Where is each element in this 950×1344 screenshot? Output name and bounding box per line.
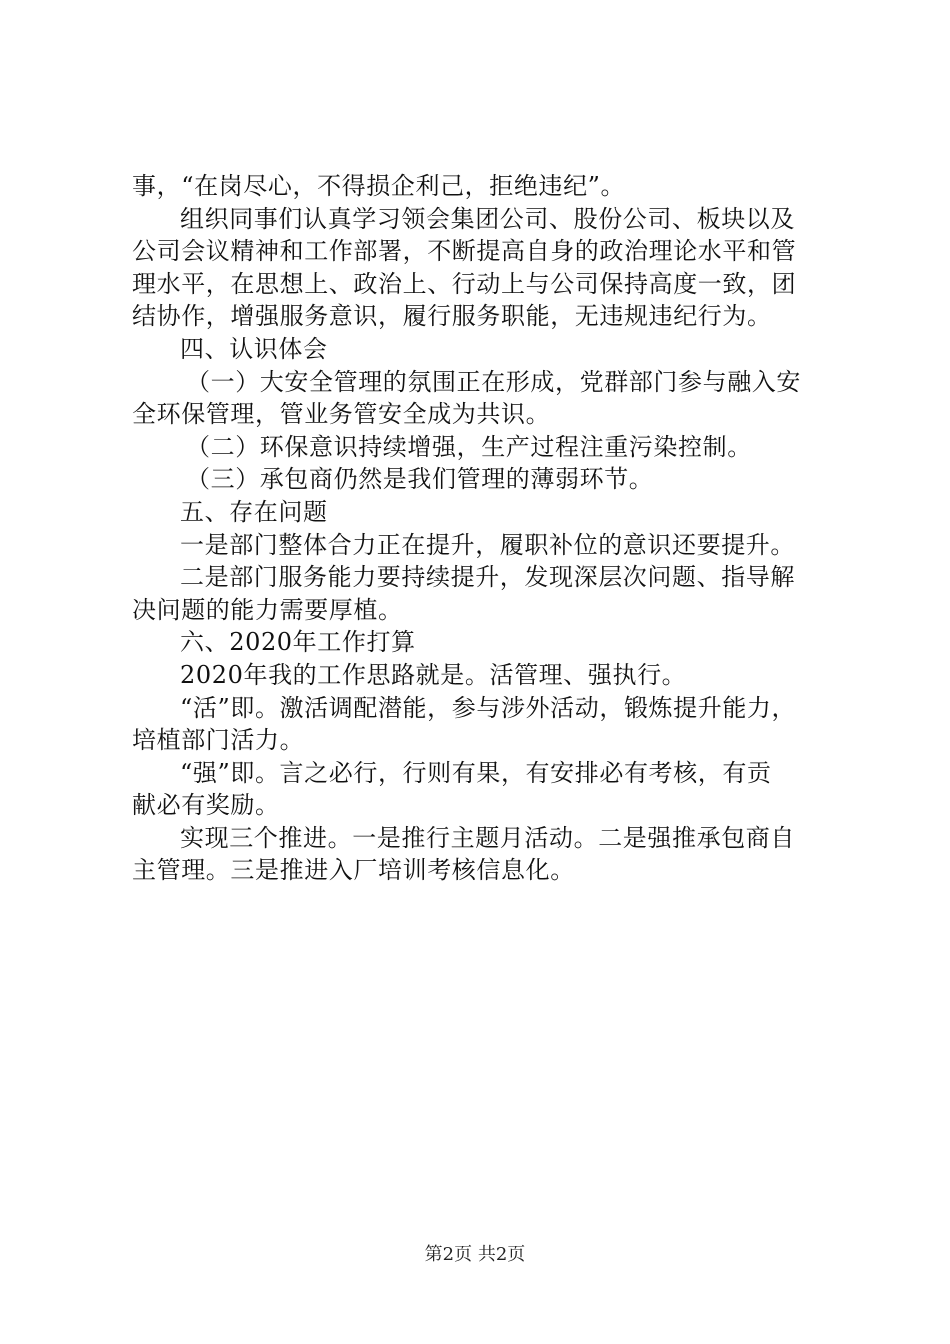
- paragraph-line: 全环保管理，管业务管安全成为共识。: [132, 400, 551, 429]
- paragraph-line: 主管理。三是推进入厂培训考核信息化。: [132, 856, 575, 885]
- paragraph-line: 一是部门整体合力正在提升，履职补位的意识还要提升。: [180, 530, 795, 559]
- paragraph-line: “活”即。激活调配潜能，参与涉外活动，锻炼提升能力，: [180, 693, 797, 722]
- paragraph-line: （三）承包商仍然是我们管理的薄弱环节。: [186, 465, 654, 494]
- paragraph-line: 组织同事们认真学习领会集团公司、股份公司、板块以及: [180, 204, 795, 233]
- paragraph-line: 培植部门活力。: [132, 726, 305, 755]
- section-heading: 六、2020年工作打算: [180, 628, 416, 657]
- paragraph-line: 事，“在岗尽心，不得损企利己，拒绝违纪”。: [132, 172, 626, 200]
- paragraph-line: 决问题的能力需要厚植。: [132, 595, 403, 624]
- section-heading: 五、存在问题: [180, 497, 328, 526]
- document-body: [132, 170, 832, 887]
- page-number-footer: 第2页 共2页: [424, 1244, 526, 1265]
- paragraph-line: 2020年我的工作思路就是。活管理、强执行。: [180, 660, 687, 689]
- paragraph-line: 公司会议精神和工作部署，不断提高自身的政治理论水平和管: [132, 237, 797, 266]
- section-heading: 四、认识体会: [180, 334, 328, 363]
- paragraph-line: （一）大安全管理的氛围正在形成，党群部门参与融入安: [186, 367, 801, 396]
- paragraph-line: 结协作，增强服务意识，履行服务职能，无违规违纪行为。: [132, 302, 772, 331]
- paragraph-line: 实现三个推进。一是推行主题月活动。二是强推承包商自: [180, 823, 795, 852]
- paragraph-line: “强”即。言之必行，行则有果，有安排必有考核，有贡: [180, 758, 772, 787]
- paragraph-line: 献必有奖励。: [132, 791, 280, 820]
- paragraph-line: 二是部门服务能力要持续提升，发现深层次问题、指导解: [180, 563, 795, 592]
- paragraph-line: 理水平，在思想上、政治上、行动上与公司保持高度一致，团: [132, 269, 797, 298]
- paragraph-line: （二）环保意识持续增强，生产过程注重污染控制。: [186, 432, 752, 461]
